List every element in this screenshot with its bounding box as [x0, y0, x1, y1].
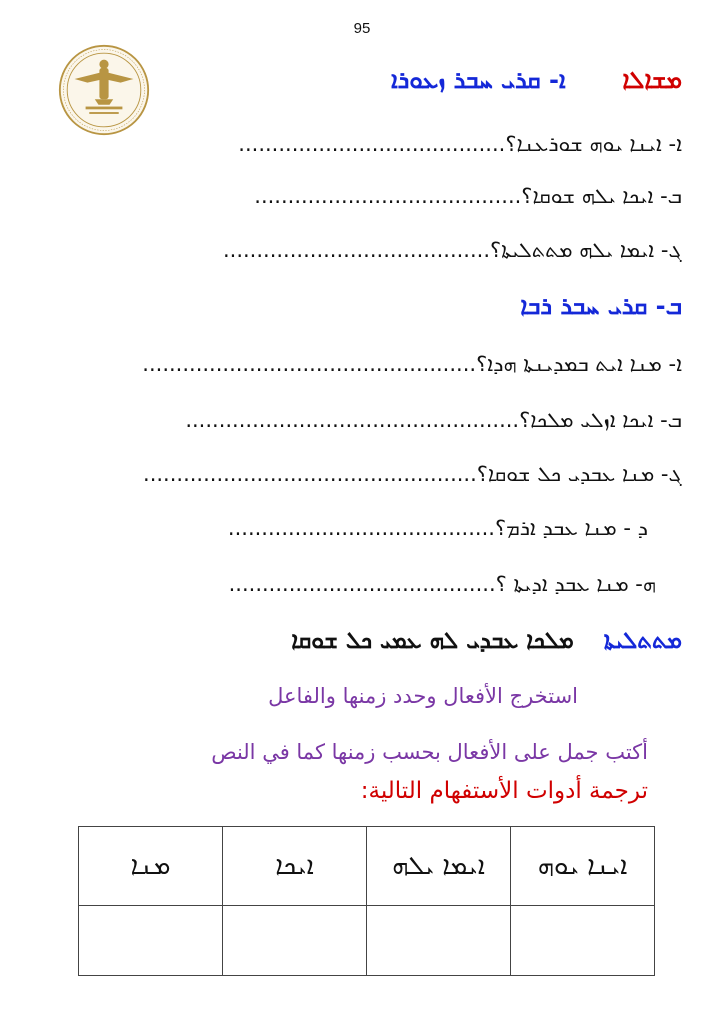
table-header-row [79, 827, 655, 906]
question-row [223, 238, 682, 263]
question-text: ܒ- ܐܝܟܐ ܝܠܗ ܫܘܩܐ؟ [521, 184, 682, 208]
question-row [228, 516, 648, 541]
page-number: 95 [353, 20, 371, 37]
answer-blank: .................................................. [142, 352, 477, 376]
section1-heading [391, 66, 682, 94]
arabic-instruction-1: استخرج الأفعال وحدد زمنها والفاعل [268, 684, 578, 708]
answer-blank: ........................................ [228, 572, 496, 596]
instruction-text: ܡܠܟܐ ܥܒܕܝ ܠܗ ܥܡܝ ܟܠ ܫܘܩܐ [291, 628, 574, 654]
table-answer-row [79, 906, 655, 976]
question-text: ܒ- ܐܝܟܐ ܐܙܠܝ ܡܠܟܐ؟ [519, 408, 682, 432]
table-header-cell: ܐܝܟܐ [223, 827, 367, 906]
instruction-label: ܡܬܬܠܝܬܐ [603, 628, 682, 654]
question-row [142, 352, 682, 377]
answer-blank: ........................................ [222, 238, 490, 262]
answer-cell[interactable] [511, 906, 655, 976]
answer-blank: ........................................ [238, 132, 506, 156]
section1-title: ܐ- ܩܪܝ ܚܒܪ ܙܥܘܪܐ [390, 66, 566, 94]
translation-table [78, 826, 655, 976]
seal-emblem-icon [58, 44, 150, 136]
answer-cell[interactable] [79, 906, 223, 976]
answer-blank: .................................................. [143, 462, 477, 486]
question-text: ܐ- ܡܢܐ ܐܝܬ ܒܡܕܝܢܬܐ ܗܕܐ؟ [476, 352, 682, 376]
question-row [229, 572, 656, 597]
question-text: ܐ- ܐܝܢܐ ܝܘܗ ܫܘܪܥܢܐ؟ [505, 132, 682, 156]
question-text: ܕ - ܡܢܐ ܥܒܕ ܐܪܡ؟ [494, 516, 648, 540]
table-title: ترجمة أدوات الأستفهام التالية: [360, 778, 648, 804]
question-text: ܓ- ܡܢܐ ܥܒܕܝ ܟܠ ܫܘܩܐ؟ [476, 462, 682, 486]
question-text: ܗ- ܡܢܐ ܥܒܕ ܐܕܝܬܐ ؟ [495, 572, 656, 596]
arabic-instruction-2: أكتب جمل على الأفعال بحسب زمنها كما في النص [211, 740, 648, 764]
section1-label: ܡܫܐܠܐ [622, 66, 682, 94]
table-header-cell: ܐܝܡܐ ܝܠܗ [367, 827, 511, 906]
question-row [143, 462, 682, 487]
question-row [254, 184, 682, 209]
syriac-instruction [291, 628, 682, 654]
question-row [238, 132, 682, 157]
table-header-cell: ܡܢܐ [79, 827, 223, 906]
answer-cell[interactable] [223, 906, 367, 976]
question-row [185, 408, 682, 433]
section2-title: ܒ- ܩܪܝ ܚܒܪ ܪܒܐ [520, 292, 682, 320]
answer-blank: ........................................ [227, 516, 495, 540]
answer-blank: .................................................. [185, 408, 520, 432]
question-text: ܓ- ܐܝܡܐ ܝܠܗ ܡܬܬܠܝܬܐ؟ [490, 238, 682, 262]
answer-cell[interactable] [367, 906, 511, 976]
answer-blank: ........................................ [254, 184, 522, 208]
table-header-cell: ܐܝܢܐ ܝܘܗ [511, 827, 655, 906]
